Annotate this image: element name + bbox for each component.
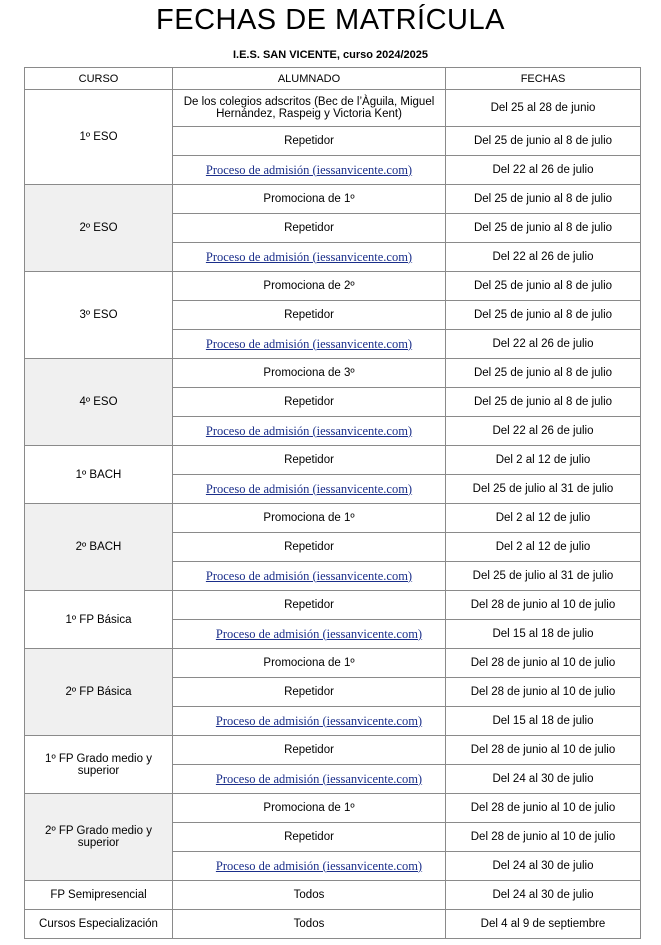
fechas-cell: Del 28 de junio al 10 de julio bbox=[446, 591, 641, 620]
alumnado-cell: Repetidor bbox=[173, 446, 446, 475]
table-row bbox=[25, 90, 641, 127]
curso-cell: 1º FP Grado medio y superior bbox=[25, 736, 173, 794]
fechas-cell: Del 25 de junio al 8 de julio bbox=[446, 272, 641, 301]
fechas-cell: Del 25 al 28 de junio bbox=[446, 90, 641, 127]
curso-cell: 1º BACH bbox=[25, 446, 173, 504]
fechas-cell: Del 25 de junio al 8 de julio bbox=[446, 388, 641, 417]
curso-cell: 2º FP Grado medio y superior bbox=[25, 794, 173, 881]
alumnado-cell: Repetidor bbox=[173, 127, 446, 156]
alumnado-cell: Repetidor bbox=[173, 823, 446, 852]
table-row bbox=[25, 649, 641, 678]
alumnado-cell: De los colegios adscritos (Bec de l’Àguila, Miguel Hernández, Raspeig y Victoria Kent) bbox=[173, 90, 446, 127]
table-row bbox=[25, 910, 641, 939]
curso-cell: 3º ESO bbox=[25, 272, 173, 359]
fechas-cell: Del 24 al 30 de julio bbox=[446, 881, 641, 910]
alumnado-cell: Repetidor bbox=[173, 214, 446, 243]
alumnado-cell: Promociona de 3º bbox=[173, 359, 446, 388]
curso-cell: FP Semipresencial bbox=[25, 881, 173, 910]
fechas-cell: Del 25 de junio al 8 de julio bbox=[446, 214, 641, 243]
table-header-row bbox=[25, 68, 641, 90]
alumnado-cell: Todos bbox=[173, 881, 446, 910]
table-row bbox=[25, 736, 641, 765]
fechas-cell: Del 25 de junio al 8 de julio bbox=[446, 127, 641, 156]
table-row bbox=[25, 446, 641, 475]
curso-cell: 2º FP Básica bbox=[25, 649, 173, 736]
table-row bbox=[25, 794, 641, 823]
admission-link[interactable]: Proceso de admisión (iessanvicente.com) bbox=[173, 707, 446, 736]
table-row bbox=[25, 591, 641, 620]
alumnado-cell: Promociona de 1º bbox=[173, 185, 446, 214]
fechas-cell: Del 15 al 18 de julio bbox=[446, 620, 641, 649]
alumnado-cell: Repetidor bbox=[173, 301, 446, 330]
table-row bbox=[25, 881, 641, 910]
admission-link[interactable]: Proceso de admisión (iessanvicente.com) bbox=[173, 330, 446, 359]
table-row bbox=[25, 504, 641, 533]
fechas-cell: Del 25 de julio al 31 de julio bbox=[446, 562, 641, 591]
alumnado-cell: Todos bbox=[173, 910, 446, 939]
header-alumnado: ALUMNADO bbox=[173, 68, 446, 90]
curso-cell: 1º ESO bbox=[25, 90, 173, 185]
fechas-cell: Del 22 al 26 de julio bbox=[446, 243, 641, 272]
alumnado-cell: Repetidor bbox=[173, 388, 446, 417]
alumnado-cell: Repetidor bbox=[173, 591, 446, 620]
fechas-cell: Del 25 de junio al 8 de julio bbox=[446, 301, 641, 330]
fechas-cell: Del 25 de junio al 8 de julio bbox=[446, 359, 641, 388]
fechas-cell: Del 28 de junio al 10 de julio bbox=[446, 823, 641, 852]
table-row bbox=[25, 272, 641, 301]
admission-link[interactable]: Proceso de admisión (iessanvicente.com) bbox=[173, 417, 446, 446]
admission-link[interactable]: Proceso de admisión (iessanvicente.com) bbox=[173, 562, 446, 591]
fechas-cell: Del 28 de junio al 10 de julio bbox=[446, 794, 641, 823]
alumnado-cell: Repetidor bbox=[173, 678, 446, 707]
header-fechas: FECHAS bbox=[446, 68, 641, 90]
admission-link[interactable]: Proceso de admisión (iessanvicente.com) bbox=[173, 156, 446, 185]
table-row bbox=[25, 359, 641, 388]
fechas-cell: Del 22 al 26 de julio bbox=[446, 417, 641, 446]
fechas-cell: Del 25 de julio al 31 de julio bbox=[446, 475, 641, 504]
fechas-cell: Del 24 al 30 de julio bbox=[446, 765, 641, 794]
admission-link[interactable]: Proceso de admisión (iessanvicente.com) bbox=[173, 620, 446, 649]
fechas-cell: Del 28 de junio al 10 de julio bbox=[446, 649, 641, 678]
fechas-cell: Del 24 al 30 de julio bbox=[446, 852, 641, 881]
fechas-cell: Del 22 al 26 de julio bbox=[446, 156, 641, 185]
header-curso: CURSO bbox=[25, 68, 173, 90]
admission-link[interactable]: Proceso de admisión (iessanvicente.com) bbox=[173, 243, 446, 272]
table-row bbox=[25, 185, 641, 214]
fechas-cell: Del 2 al 12 de julio bbox=[446, 504, 641, 533]
admission-link[interactable]: Proceso de admisión (iessanvicente.com) bbox=[173, 765, 446, 794]
fechas-cell: Del 2 al 12 de julio bbox=[446, 533, 641, 562]
fechas-cell: Del 22 al 26 de julio bbox=[446, 330, 641, 359]
fechas-cell: Del 2 al 12 de julio bbox=[446, 446, 641, 475]
fechas-cell: Del 15 al 18 de julio bbox=[446, 707, 641, 736]
curso-cell: Cursos Especialización bbox=[25, 910, 173, 939]
enrollment-dates-table bbox=[24, 67, 641, 939]
fechas-cell: Del 28 de junio al 10 de julio bbox=[446, 678, 641, 707]
admission-link[interactable]: Proceso de admisión (iessanvicente.com) bbox=[173, 852, 446, 881]
fechas-cell: Del 4 al 9 de septiembre bbox=[446, 910, 641, 939]
alumnado-cell: Repetidor bbox=[173, 736, 446, 765]
alumnado-cell: Promociona de 1º bbox=[173, 504, 446, 533]
alumnado-cell: Promociona de 1º bbox=[173, 649, 446, 678]
alumnado-cell: Promociona de 2º bbox=[173, 272, 446, 301]
curso-cell: 2º ESO bbox=[25, 185, 173, 272]
fechas-cell: Del 28 de junio al 10 de julio bbox=[446, 736, 641, 765]
curso-cell: 2º BACH bbox=[25, 504, 173, 591]
admission-link[interactable]: Proceso de admisión (iessanvicente.com) bbox=[173, 475, 446, 504]
page-title: FECHAS DE MATRÍCULA bbox=[156, 4, 505, 36]
curso-cell: 4º ESO bbox=[25, 359, 173, 446]
page-subtitle: I.E.S. SAN VICENTE, curso 2024/2025 bbox=[232, 49, 429, 61]
alumnado-cell: Repetidor bbox=[173, 533, 446, 562]
fechas-cell: Del 25 de junio al 8 de julio bbox=[446, 185, 641, 214]
curso-cell: 1º FP Básica bbox=[25, 591, 173, 649]
alumnado-cell: Promociona de 1º bbox=[173, 794, 446, 823]
